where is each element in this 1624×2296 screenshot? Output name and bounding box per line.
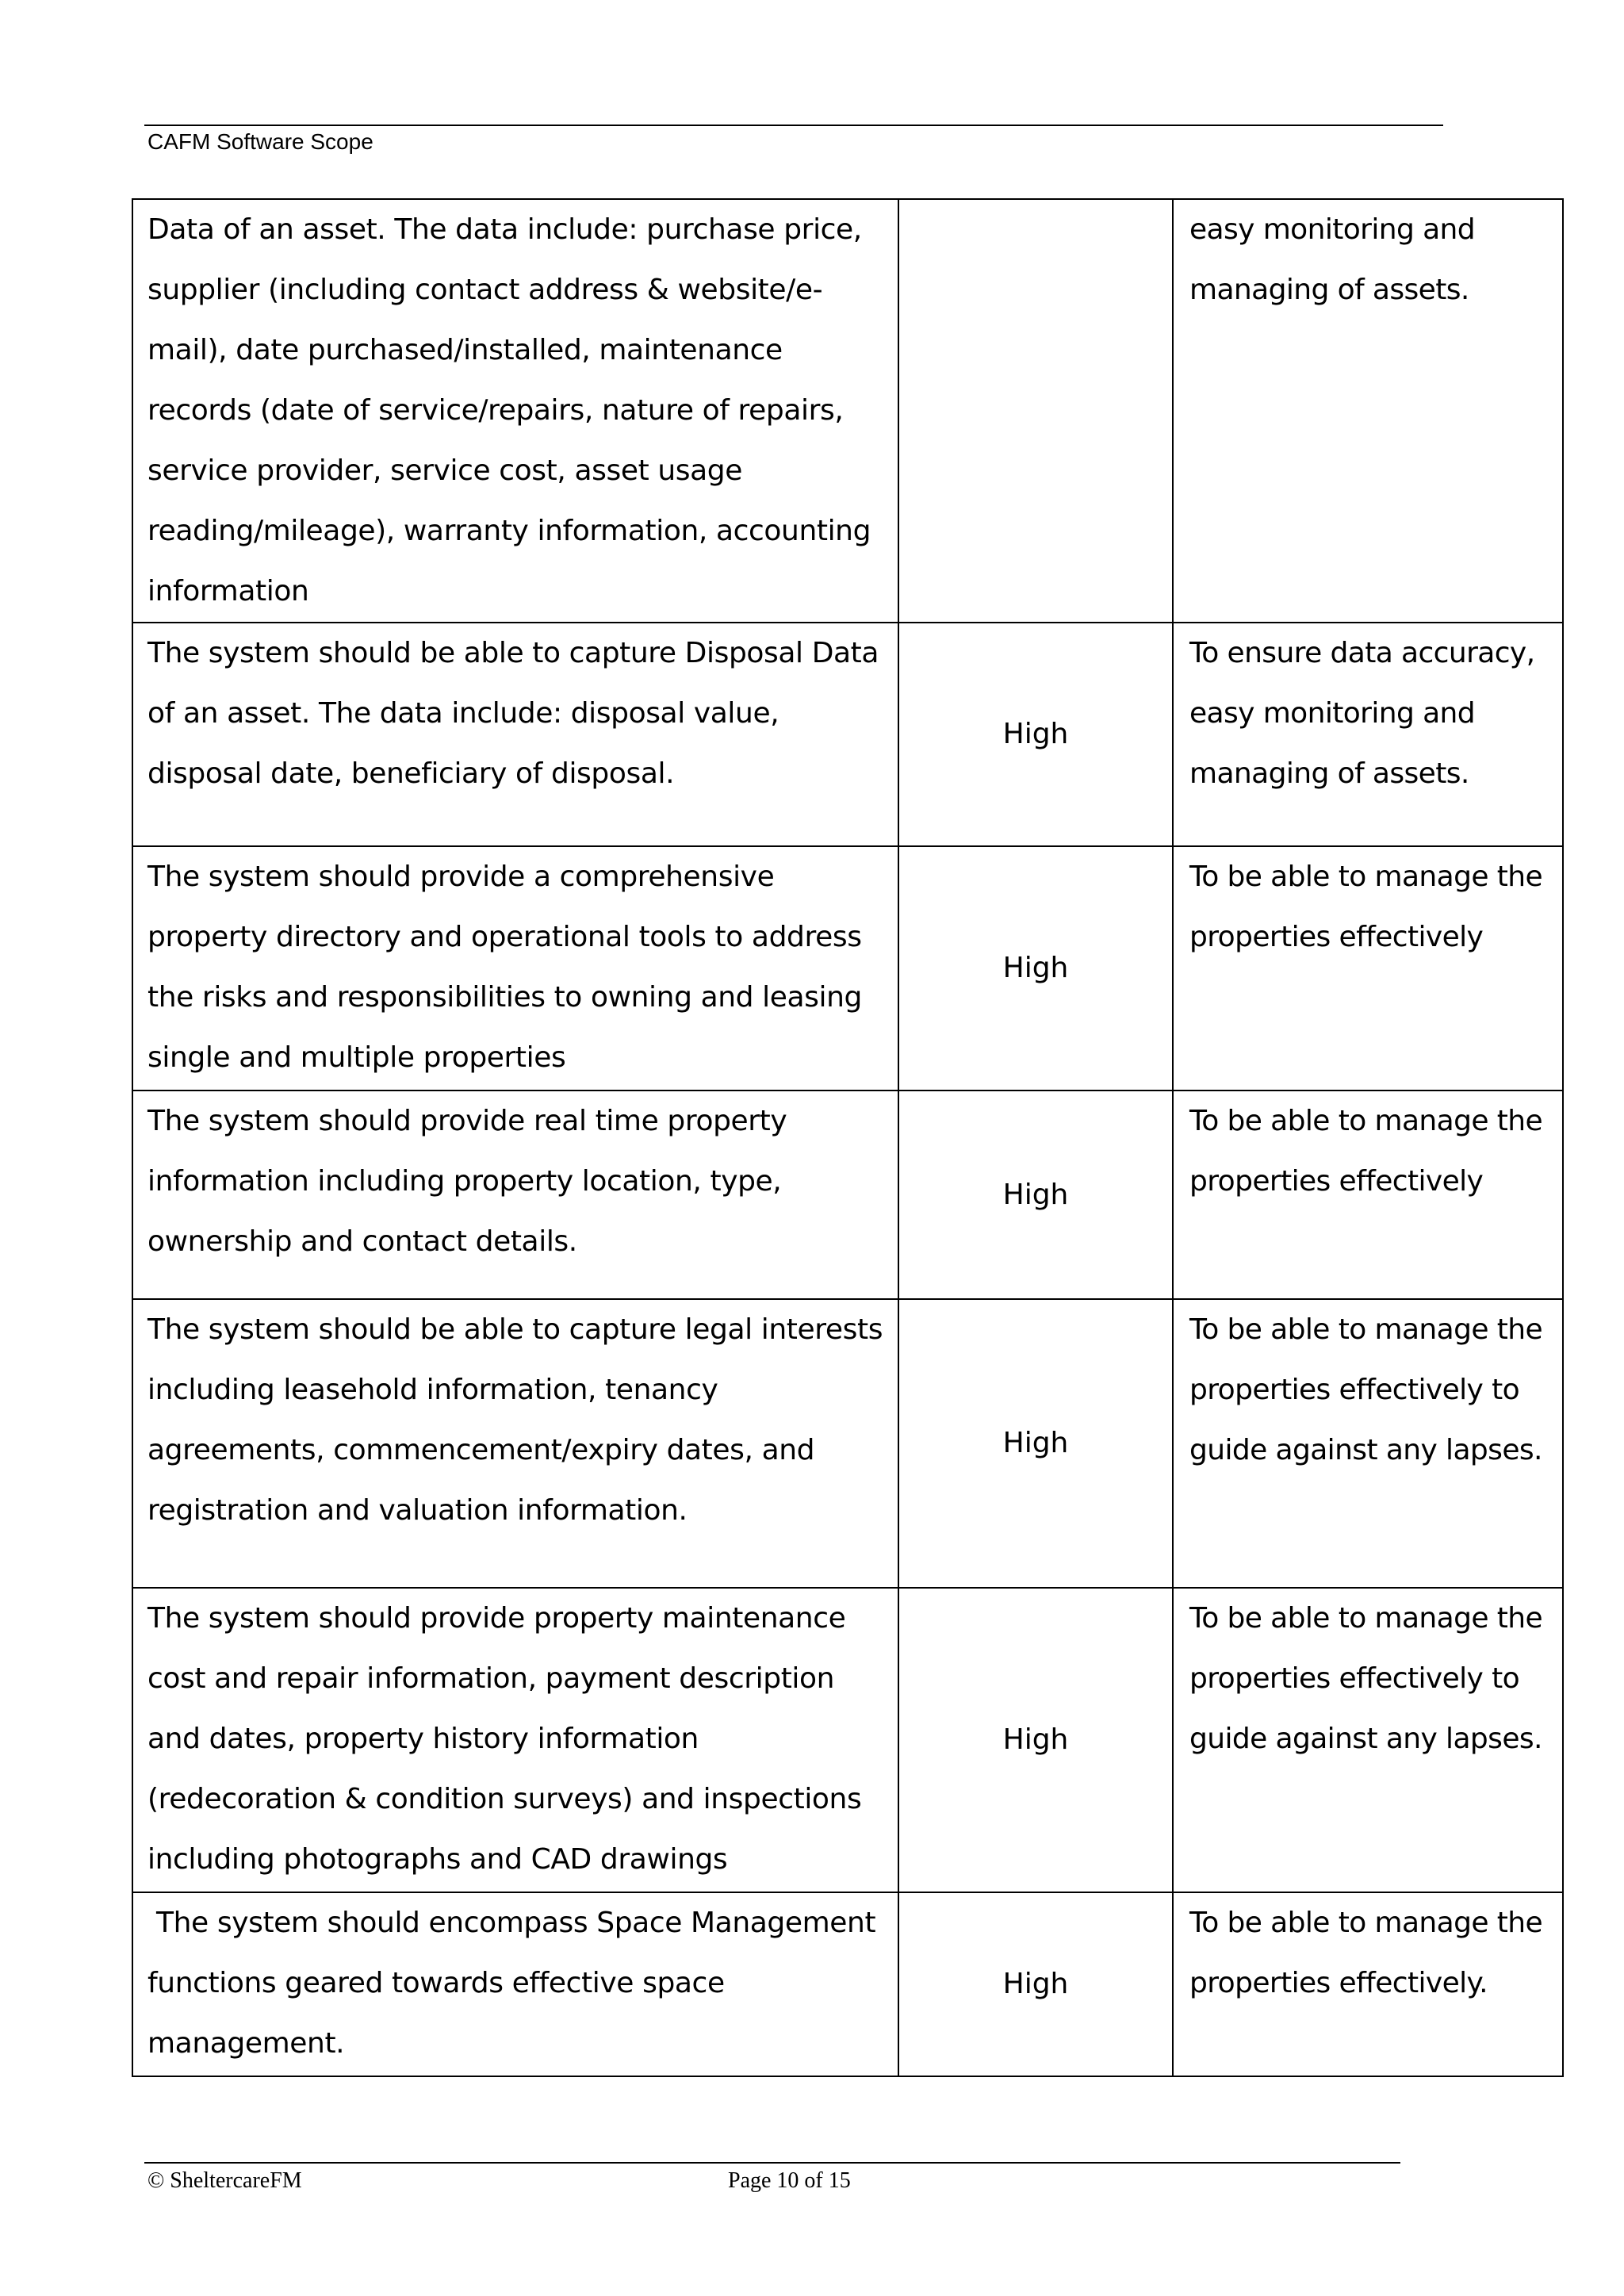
priority-cell <box>898 846 1173 1091</box>
copyright-text: © SheltercareFM <box>147 2168 302 2193</box>
table-row <box>132 1091 1563 1299</box>
requirement-cell <box>132 623 898 846</box>
requirement-text: The system should be able to capture legal interests including leasehold information, tenancy agreements, commencement/expiry dates, and registration and valuation information. <box>147 1313 883 1527</box>
requirements-table <box>132 198 1564 2077</box>
table-row <box>132 623 1563 846</box>
justification-cell <box>1173 846 1563 1091</box>
justification-cell <box>1173 1588 1563 1892</box>
priority-cell <box>898 1091 1173 1299</box>
priority-text: High <box>1002 1968 1069 2000</box>
requirement-text: Data of an asset. The data include: purchase price, supplier (including contact address & website/e-mail), date purchased/installed, maintenance records (date of service/repairs, nature of repairs, service provider, service cost, asset usage reading/mileage), warranty information, accounting information <box>147 213 871 608</box>
header-rule <box>144 125 1443 126</box>
requirement-text: The system should be able to capture Disposal Data of an asset. The data include: disposal value, disposal date, beneficiary of disposal. <box>147 637 879 790</box>
justification-text: To ensure data accuracy, easy monitoring and managing of assets. <box>1189 637 1535 790</box>
justification-cell <box>1173 1091 1563 1299</box>
requirement-text: The system should provide real time property information including property location, type, ownership and contact details. <box>147 1105 787 1258</box>
justification-cell <box>1173 1892 1563 2076</box>
priority-text: High <box>1002 718 1069 750</box>
requirement-cell <box>132 199 898 623</box>
table-row <box>132 199 1563 623</box>
table-row <box>132 1299 1563 1588</box>
priority-cell <box>898 623 1173 846</box>
justification-text: To be able to manage the properties effectively. <box>1189 1907 1543 1999</box>
requirement-text: The system should provide a comprehensive property directory and operational tools to address the risks and responsibilities to owning and leasing single and multiple properties <box>147 861 862 1074</box>
justification-text: To be able to manage the properties effectively to guide against any lapses. <box>1189 1313 1543 1466</box>
requirement-cell <box>132 1892 898 2076</box>
priority-text: High <box>1002 1427 1069 1459</box>
priority-text: High <box>1002 1723 1069 1756</box>
footer-rule <box>144 2162 1400 2164</box>
priority-cell <box>898 1588 1173 1892</box>
justification-cell <box>1173 199 1563 623</box>
priority-cell <box>898 1892 1173 2076</box>
priority-cell <box>898 199 1173 623</box>
justification-text: To be able to manage the properties effectively <box>1189 1105 1543 1198</box>
requirement-cell <box>132 846 898 1091</box>
table-row <box>132 846 1563 1091</box>
requirement-cell <box>132 1588 898 1892</box>
requirement-text: The system should encompass Space Management functions geared towards effective space management. <box>147 1907 885 2060</box>
document-title: CAFM Software Scope <box>147 129 373 154</box>
justification-cell <box>1173 623 1563 846</box>
priority-text: High <box>1002 1178 1069 1211</box>
table-row <box>132 1588 1563 1892</box>
requirement-cell <box>132 1299 898 1588</box>
priority-text: High <box>1002 952 1069 984</box>
justification-text: To be able to manage the properties effectively to guide against any lapses. <box>1189 1602 1543 1755</box>
justification-text: To be able to manage the properties effectively <box>1189 861 1543 953</box>
priority-cell <box>898 1299 1173 1588</box>
justification-cell <box>1173 1299 1563 1588</box>
table-row <box>132 1892 1563 2076</box>
page-number: Page 10 of 15 <box>728 2168 851 2193</box>
justification-text: easy monitoring and managing of assets. <box>1189 213 1476 306</box>
requirement-cell <box>132 1091 898 1299</box>
requirement-text: The system should provide property maintenance cost and repair information, payment description and dates, property history information (redecoration & condition surveys) and inspections including photographs and CAD drawings <box>147 1602 862 1876</box>
